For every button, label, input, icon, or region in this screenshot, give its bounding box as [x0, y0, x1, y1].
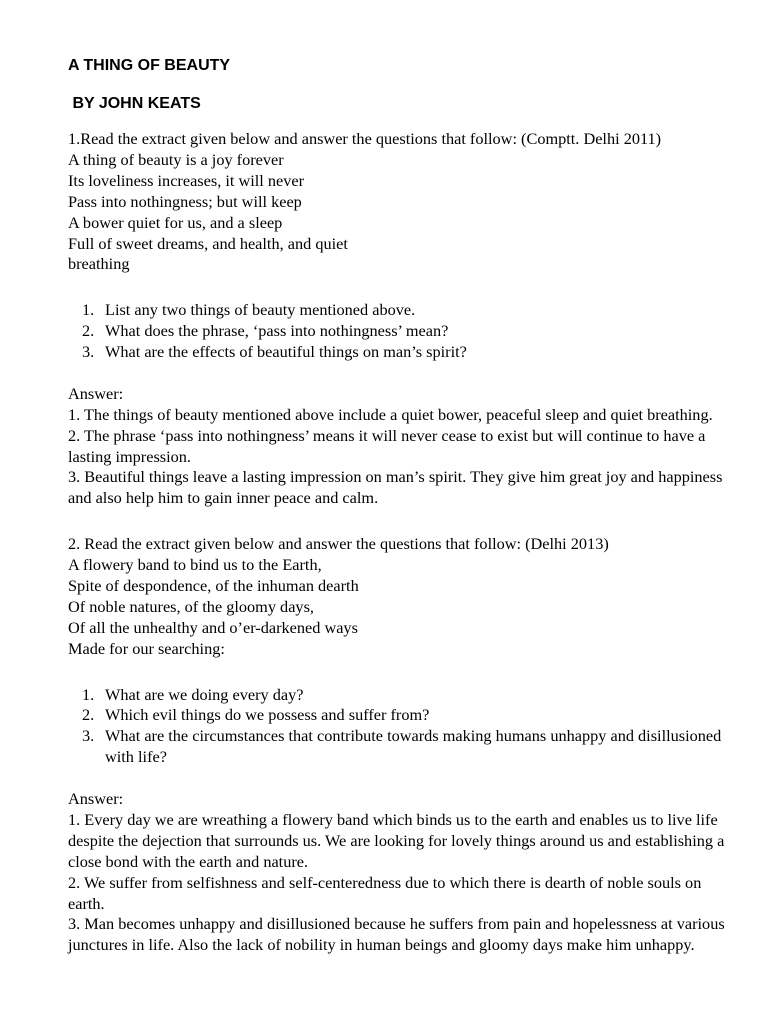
question-item: 3. What are the circumstances that contribute towards making humans unhappy and disillusioned with life? [82, 726, 722, 767]
poem-line: A bower quiet for us, and a sleep [68, 212, 283, 232]
answer-label: Answer: [68, 789, 124, 809]
poem-line: Spite of despondence, of the inhuman dearth [68, 575, 359, 595]
poem-line: A flowery band to bind us to the Earth, [68, 555, 322, 575]
question-item: 2. Which evil things do we possess and suffer from? [82, 705, 430, 725]
answer-item: 3. Beautiful things leave a lasting impression on man’s spirit. They give him great joy and happiness and also help him to gain inner peace and calm. [68, 467, 723, 508]
poem-line: Full of sweet dreams, and health, and quiet [68, 233, 348, 253]
question-item: 1. List any two things of beauty mentioned above. [82, 300, 416, 320]
poem-line: A thing of beauty is a joy forever [68, 149, 284, 169]
poem-line: Of all the unhealthy and o’er-darkened ways [68, 617, 358, 637]
document-body [68, 129, 728, 956]
poem-line: Of noble natures, of the gloomy days, [68, 596, 314, 616]
poem-line: Pass into nothingness; but will keep [68, 191, 302, 211]
poem-line: Made for our searching: [68, 638, 225, 658]
section2-questions [68, 685, 728, 769]
answer-item: 2. We suffer from selfishness and self-centeredness due to which there is dearth of noble souls on earth. [68, 872, 702, 913]
section1-questions [68, 300, 728, 363]
poem-line: Its loveliness increases, it will never [68, 170, 305, 190]
answer-item: 2. The phrase ‘pass into nothingness’ means it will never cease to exist but will continue to have a lasting impression. [68, 425, 706, 466]
answer-label: Answer: [68, 383, 124, 403]
question-item: 2. What does the phrase, ‘pass into nothingness’ mean? [82, 321, 449, 341]
answer-item: 1. The things of beauty mentioned above include a quiet bower, peaceful sleep and quiet breathing. [68, 404, 713, 424]
question-item: 3. What are the effects of beautiful things on man’s spirit? [82, 342, 467, 362]
section2-intro: 2. Read the extract given below and answer the questions that follow: (Delhi 2013) [68, 534, 609, 554]
section1-intro: 1.Read the extract given below and answer the questions that follow: (Comptt. Delhi 2011) [68, 129, 662, 148]
answer-item: 1. Every day we are wreathing a flowery band which binds us to the earth and enables us to live life despite the dejection that surrounds us. We are looking for lovely things around us and establishing a close bond with the earth and nature. [68, 809, 725, 871]
author-line: BY JOHN KEATS [68, 95, 201, 112]
answer-item: 3. Man becomes unhappy and disillusioned because he suffers from pain and hopelessness at various junctures in life. Also the lack of nobility in human beings and gloomy days make him unhappy. [68, 914, 725, 955]
poem-line: breathing [68, 254, 130, 274]
document-title: A THING OF BEAUTY [68, 57, 231, 74]
question-item: 1. What are we doing every day? [82, 684, 304, 704]
